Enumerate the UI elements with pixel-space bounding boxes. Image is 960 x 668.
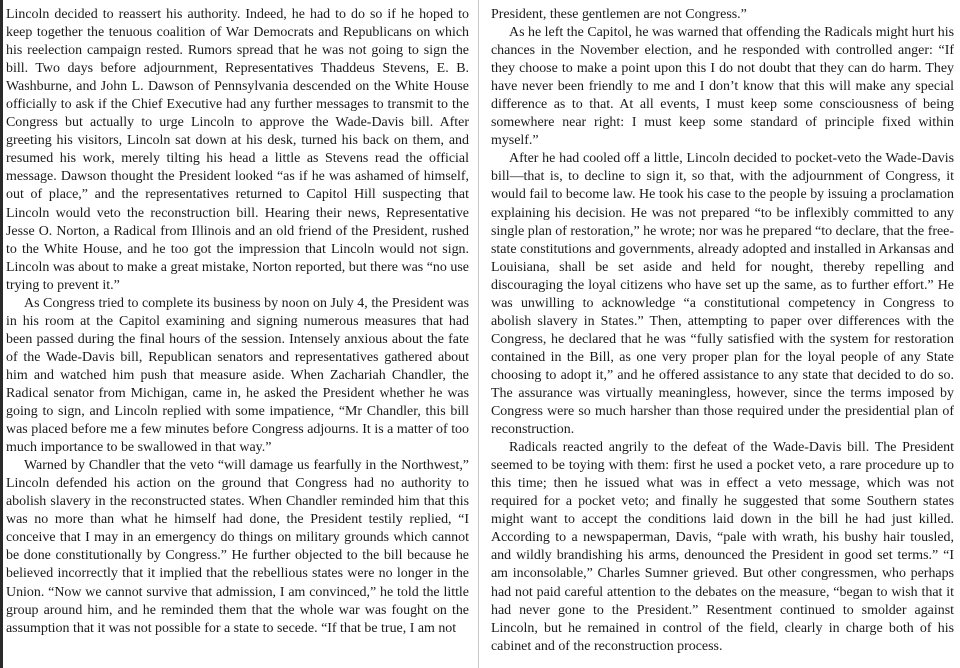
paragraph: Radicals reacted angrily to the defeat of the Wade-Davis bill. The President seemed to be toying with them: first he used a pocket veto, a rare procedure up to this time; then he issued what was in effect a veto message, which was not required for a pocket veto; and finally he suggested that some Southern states might want to accept the conditions laid down in the bill he had just killed. According to a newspaperman, Davis, “pale with wrath, his bushy hair tousled, and wildly brandishing his arms, denounced the President in good set terms.” “I am inconsolable,” Charles Sumner grieved. But other congressmen, who perhaps had not paid careful attention to the debates on the measure, “began to wish that it had never gone to the President.” Resentment continued to smolder against Lincoln, but he remained in control of the field, clearly in charge both of his cabinet and of the reconstruction process.: [491, 440, 954, 654]
paragraph: Lincoln decided to reassert his authority. Indeed, he had to do so if he hoped to keep together the tenuous coalition of War Democrats and Republicans on which his reelection campaign rested. Rumors spread that he was not going to sign the bill. Two days before adjournment, Representatives Thaddeus Stevens, E. B. Washburne, and John L. Dawson of Pennsylvania descended on the White House officially to ask if the Chief Executive had any further messages to transmit to the Congress but actually to urge Lincoln to approve the Wade-Davis bill. After greeting his visitors, Lincoln sat down at his desk, turned his back on them, and resumed his work, merely tilting his head a little as Stevens read the official message. Dawson thought the President looked “as if he was ashamed of himself, out of place,” and the representatives returned to Capitol Hill suspecting that Lincoln would veto the reconstruction bill. Hearing their news, Representative Jesse O. Norton, a Radical from Illinois and an old friend of the President, rushed to the White House, and he too got the impression that Lincoln would not sign. Lincoln was about to make a great mistake, Norton reported, but there was “no use trying to prevent it.”: [6, 7, 469, 293]
page-edge-shadow: [0, 0, 3, 668]
paragraph: As he left the Capitol, he was warned that offending the Radicals might hurt his chances in the November election, and he responded with controlled anger: “If they choose to make a point upon this I do not doubt that they can do harm. They have never been friendly to me and I don’t know that this will make any special difference as to that. At all events, I must keep some consciousness of being somewhere near right: I must keep some standard of principle fixed within myself.”: [491, 25, 954, 149]
right-text-column: [491, 6, 954, 656]
column-gutter-line: [478, 0, 479, 668]
paragraph: As Congress tried to complete its business by noon on July 4, the President was in his room at the Capitol examining and signing numerous measures that had been passed during the final hours of the session. Intensely anxious about the fate of the Wade-Davis bill, Republican senators and representatives gathered about him and watched him push that measure aside. When Zachariah Chandler, the Radical senator from Michigan, came in, he asked the President whether he was going to sign, and Lincoln replied with some impatience, “Mr Chandler, this bill was placed before me a few minutes before Congress adjourns. It is a matter of too much importance to be swallowed in that way.”: [6, 295, 469, 456]
paragraph: After he had cooled off a little, Lincoln decided to pocket-veto the Wade-Davis bill—that is, to decline to sign it, so that, with the adjournment of Congress, it would fail to become law. He took his case to the people by issuing a proclamation explaining his decision. He was not prepared “to be inflexibly committed to any single plan of restoration,” he wrote; nor was he prepared “to declare, that the free-state constitutions and governments, already adopted and installed in Arkansas and Louisiana, shall be set aside and held for nought, thereby repelling and discouraging the loyal citizens who have set up the same, as to further effort.” He was unwilling to acknowledge “a constitutional competency in Congress to abolish slavery in States.” Then, attempting to paper over differences with the Congress, he declared that he was “fully satisfied with the system for restoration contained in the Bill, as one very proper plan for the loyal people of any State choosing to adopt it,” and he offered assistance to any state that decided to do so. The assurance was virtually meaningless, however, since the terms imposed by Congress were so much harsher than those required under the presidential plan of reconstruction.: [491, 151, 954, 438]
paragraph: Warned by Chandler that the veto “will damage us fearfully in the Northwest,” Lincoln defended his action on the ground that Congress had no authority to abolish slavery in the reconstructed states. When Chandler reminded him that this was no more than what he himself had done, the President testily replied, “I conceive that I may in an emergency do things on military grounds which cannot be done constitutionally by Congress.” He further objected to the bill because he believed incorrectly that it implied that the rebellious states were no longer in the Union. “Now we cannot survive that admission, I am convinced,” he told the little group around him, and he reminded them that the whole war was fought on the assumption that it was not possible for a state to secede. “If that be true, I am not: [6, 458, 469, 636]
paragraph: President, these gentlemen are not Congress.”: [491, 7, 747, 22]
left-text-column: [6, 6, 469, 638]
